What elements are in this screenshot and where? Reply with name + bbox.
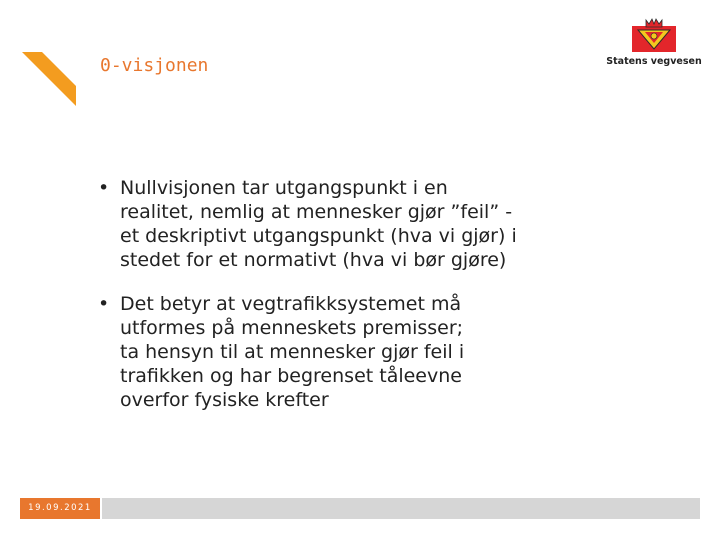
bullet-line: overfor fysiske krefter xyxy=(120,389,329,411)
slide-title: 0-visjonen xyxy=(100,55,209,76)
orange-corner-accent xyxy=(22,52,76,106)
bullet-line: realitet, nemlig at mennesker gjør ”feil” - xyxy=(120,201,513,223)
footer xyxy=(20,498,700,519)
crown-shield-icon xyxy=(632,18,676,52)
bullet-line: ta hensyn til at mennesker gjør feil i xyxy=(120,341,465,363)
footer-date-box xyxy=(20,498,100,519)
bullet-line: Det betyr at vegtrafikksystemet må xyxy=(120,293,462,315)
logo-text: Statens vegvesen xyxy=(606,56,702,67)
footer-date: 19.09.2021 xyxy=(28,503,92,513)
bullet-line: utformes på menneskets premisser; xyxy=(120,317,464,339)
bullet-line: et deskriptivt utgangspunkt (hva vi gjør) i xyxy=(120,225,517,247)
bullet-line: Nullvisjonen tar utgangspunkt i en xyxy=(120,177,448,199)
bullet-dot-icon: • xyxy=(98,177,110,199)
bullet-line: trafikken og har begrenset tåleevne xyxy=(120,365,462,387)
statens-vegvesen-logo xyxy=(606,18,702,70)
bullet-dot-icon: • xyxy=(98,293,110,315)
footer-bar xyxy=(102,498,700,519)
bullet-item xyxy=(96,176,576,272)
bullet-line: stedet for et normativt (hva vi bør gjøre) xyxy=(120,249,507,271)
bullet-item xyxy=(96,292,576,412)
bullet-list xyxy=(96,176,576,432)
